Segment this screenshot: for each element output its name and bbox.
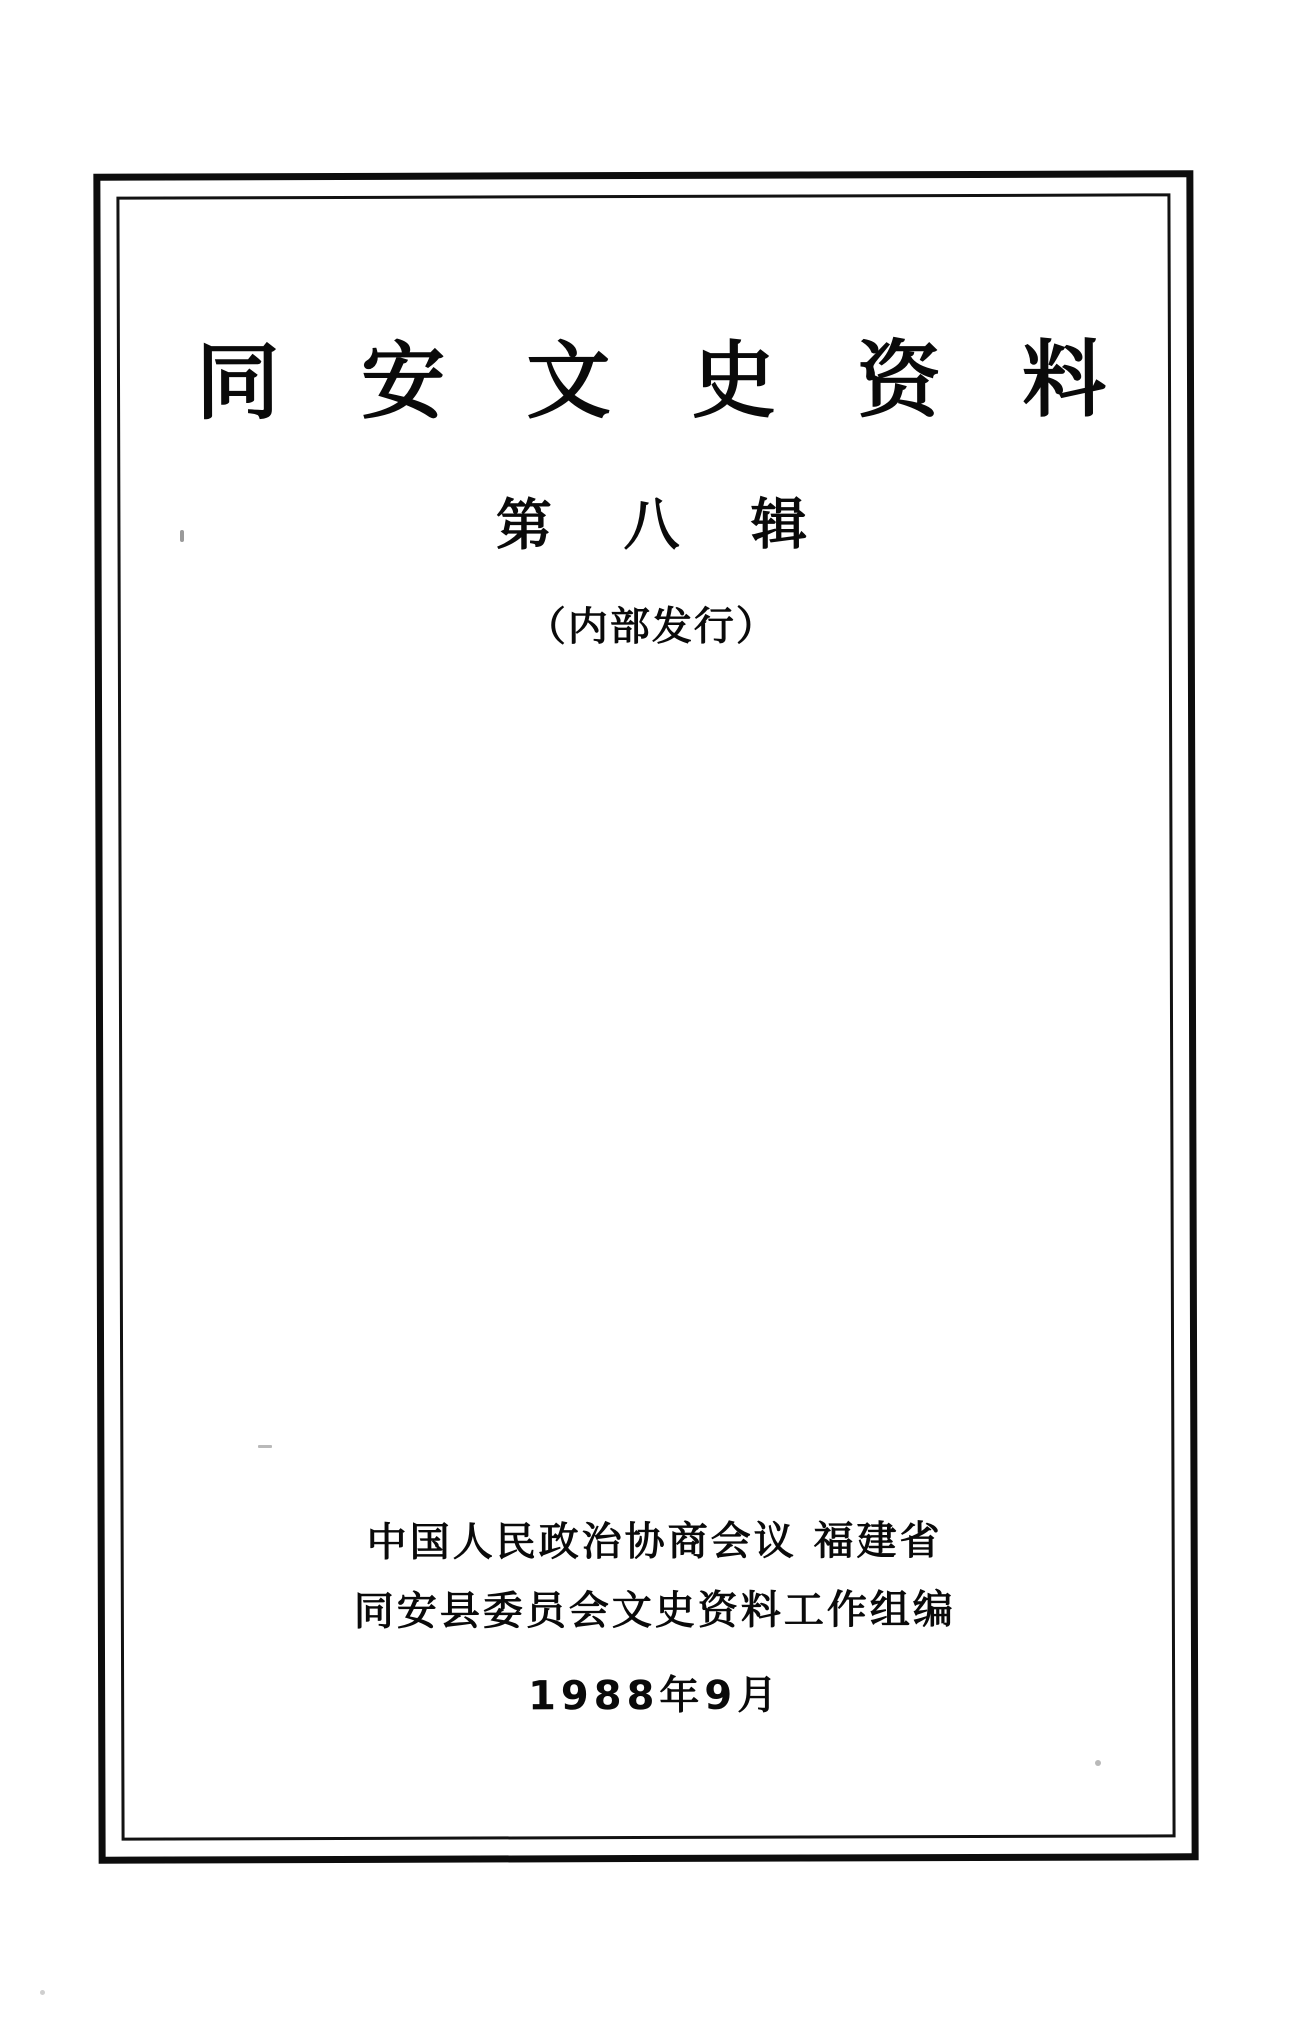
cover-border-outer	[93, 170, 1198, 1863]
distribution-note: （内部发行）	[525, 603, 778, 651]
publisher-line-1: 中国人民政治协商会议 福建省	[366, 1518, 943, 1567]
publisher-line-2: 同安县委员会文史资料工作组编	[353, 1587, 956, 1636]
scan-artifact	[180, 530, 184, 542]
scan-artifact	[1095, 1760, 1101, 1766]
cover-content	[100, 177, 1205, 1870]
page-title: 同 安 文 史 资 料	[195, 330, 1133, 432]
scan-artifact	[40, 1990, 45, 1995]
volume-label: 第 八 辑	[495, 492, 834, 559]
publication-date: 1988年9月	[527, 1672, 783, 1720]
scan-artifact	[258, 1445, 272, 1448]
publisher-block	[105, 1507, 1206, 1723]
